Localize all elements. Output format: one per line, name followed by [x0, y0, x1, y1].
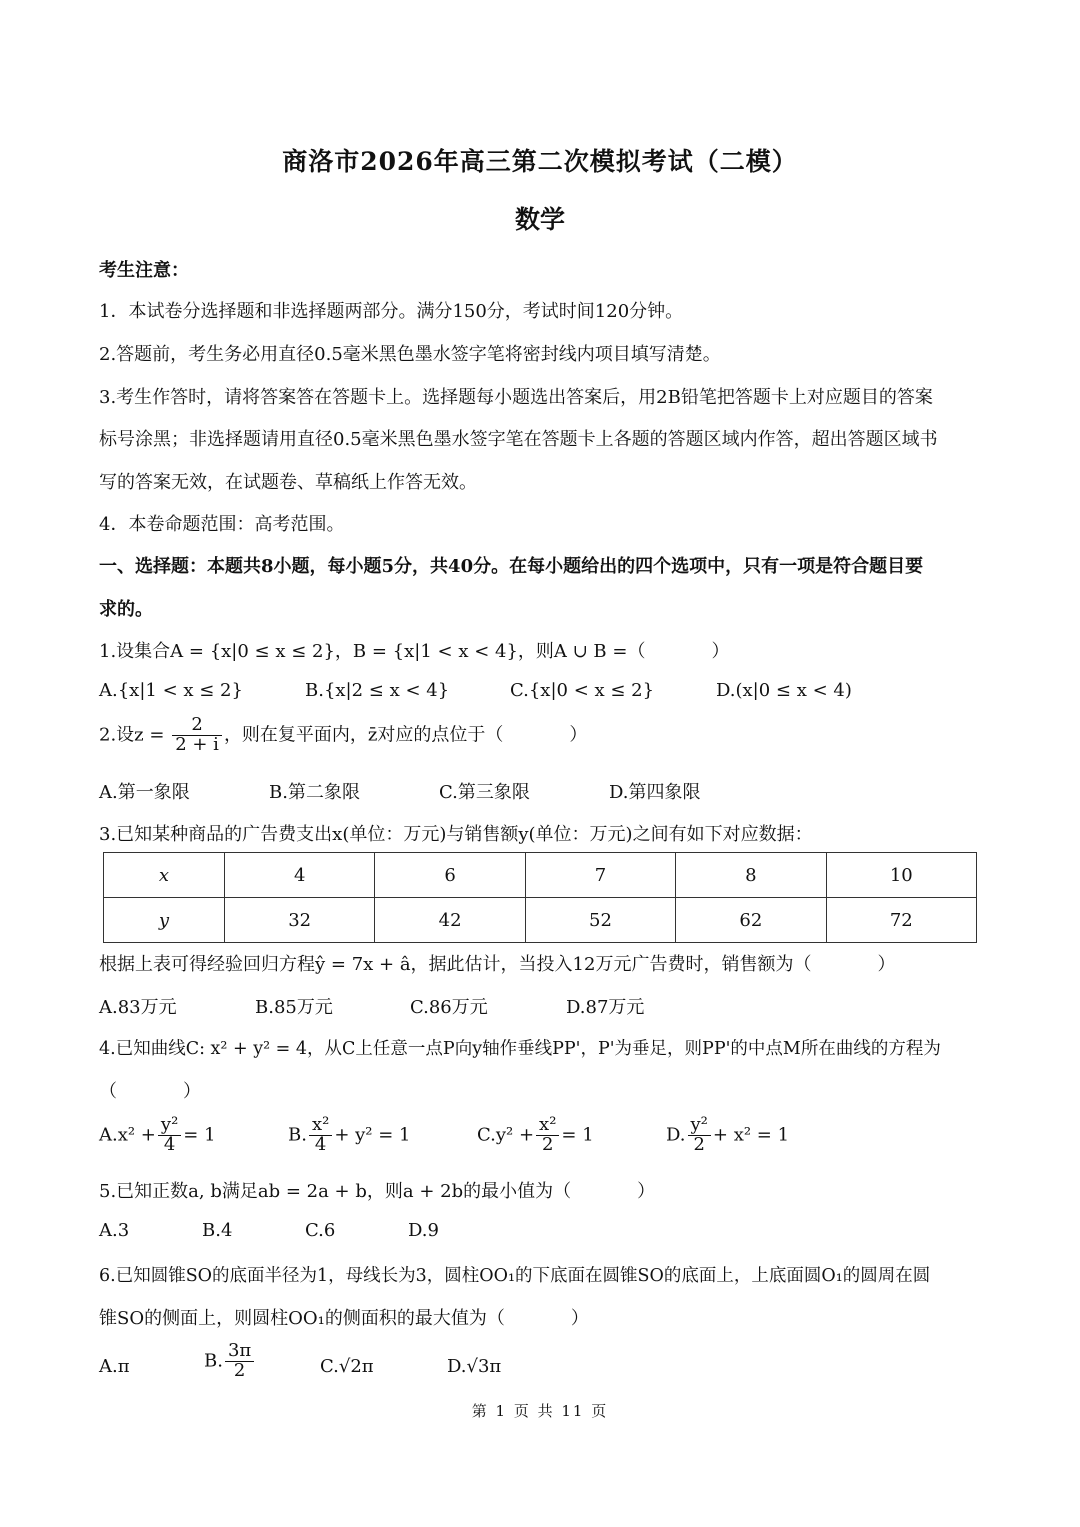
q6-option-b [204, 1342, 256, 1381]
exam-subject: 数学 [514, 205, 565, 234]
q4-option-c [477, 1116, 594, 1155]
frac-num: x² [536, 1116, 559, 1136]
table-cell: 62 [676, 898, 826, 943]
section1-heading-label: 一、选择题： [99, 556, 207, 577]
table-row [104, 853, 977, 898]
table-row [104, 898, 977, 943]
q6-close: ） [570, 1308, 589, 1329]
q2-fraction [172, 716, 222, 755]
notice-item-3: 3.考生作答时，请将答案答在答题卡上。选择题每小题选出答案后，用2B铅笔把答题卡上对应题目的答案 [99, 387, 933, 408]
q4-option-d-pre: D. [666, 1124, 686, 1146]
q4-option-d [666, 1116, 789, 1155]
q6-option-b-frac [225, 1342, 254, 1381]
q4-option-b-pre: B. [288, 1124, 307, 1146]
notice-item-2: 2.答题前，考生务必用直径0.5毫米黑色墨水签字笔将密封线内项目填写清楚。 [99, 344, 721, 365]
notice-item-1: 1．本试卷分选择题和非选择题两部分。满分150分，考试时间120分钟。 [99, 301, 684, 322]
q6-line2-text: 锥SO的侧面上，则圆柱OO₁的侧面积的最大值为（ [99, 1308, 505, 1329]
q4-paren-open: （ [99, 1081, 117, 1102]
q3-option-b: B.85万元 [255, 997, 333, 1018]
q2-close: ） [569, 724, 588, 746]
q3-stem: 3.已知某种商品的广告费支出x(单位：万元)与销售额y(单位：万元)之间有如下对应数据： [99, 824, 813, 845]
table-cell: 8 [676, 853, 826, 898]
q4-option-b-frac [309, 1116, 332, 1155]
q2-option-c: C.第三象限 [439, 782, 530, 803]
q5-option-c: C.6 [305, 1220, 336, 1241]
q4-close: ） [183, 1081, 201, 1102]
q5-option-b: B.4 [202, 1220, 233, 1241]
q3-option-c: C.86万元 [410, 997, 488, 1018]
q3-data-table [103, 852, 977, 943]
q4-stem: 4.已知曲线C: x² + y² = 4，从C上任意一点P向y轴作垂线PP'，P'为垂足，则PP'的中点M所在曲线的方程为 [99, 1039, 941, 1059]
q2-option-b: B.第二象限 [269, 782, 360, 803]
q2-stem [99, 716, 587, 755]
q3-close: ） [877, 954, 896, 975]
q2-frac-num: 2 [172, 716, 222, 736]
q4-option-d-post: + x² = 1 [712, 1124, 790, 1146]
q5-close: ） [637, 1181, 656, 1202]
q2-suffix: ，则在复平面内，z̄对应的点位于（ [223, 724, 504, 746]
q2-option-a: A.第一象限 [99, 782, 190, 803]
notice-heading: 考生注意： [99, 260, 189, 281]
section1-heading [99, 552, 923, 578]
frac-num: x² [309, 1116, 332, 1136]
q3-option-a: A.83万元 [99, 997, 177, 1018]
frac-den: 4 [314, 1133, 327, 1155]
q1-close: ） [711, 641, 730, 662]
q6-line1: 6.已知圆锥SO的底面半径为1，母线长为3，圆柱OO₁的下底面在圆锥SO的底面上，上底面圆O₁的圆周在圆 [99, 1266, 931, 1286]
q4-option-a [99, 1116, 216, 1155]
frac-den: 2 [542, 1133, 554, 1155]
q4-option-c-pre: C.y² + [477, 1124, 535, 1146]
q6-option-a: A.π [99, 1356, 130, 1377]
q1-option-d: D.(x|0 ≤ x < 4) [716, 680, 852, 701]
q3-after [99, 950, 895, 976]
q6-line2 [99, 1304, 589, 1330]
q4-paren [99, 1077, 201, 1103]
q1-stem-text: 1.设集合A = {x|0 ≤ x ≤ 2}，B = {x|1 < x < 4}，则A ∪ B =（ [99, 641, 646, 662]
table-cell: 6 [375, 853, 525, 898]
table-cell: 7 [525, 853, 675, 898]
q4-option-a-pre: A.x² + [99, 1124, 156, 1146]
table-cell: y [104, 898, 225, 943]
q5-stem [99, 1177, 655, 1203]
frac-den: 2 [233, 1359, 246, 1381]
q1-stem [99, 637, 729, 663]
q1-option-a: A.{x|1 < x ≤ 2} [99, 680, 243, 701]
q4-option-c-post: = 1 [561, 1124, 594, 1146]
q4-option-b [288, 1116, 411, 1155]
table-cell: 4 [225, 853, 375, 898]
q2-prefix: 2.设z = [99, 724, 165, 746]
q5-stem-text: 5.已知正数a, b满足ab = 2a + b，则a + 2b的最小值为（ [99, 1181, 572, 1202]
q5-option-d: D.9 [408, 1220, 439, 1241]
q4-option-c-frac [536, 1116, 559, 1155]
q4-option-b-post: + y² = 1 [334, 1124, 411, 1146]
q1-option-b: B.{x|2 ≤ x < 4} [305, 680, 450, 701]
q3-option-d: D.87万元 [566, 997, 645, 1018]
q4-option-a-frac [158, 1116, 181, 1155]
page-footer: 第 1 页 共 11 页 [471, 1402, 609, 1420]
q6-option-d: D.√3π [447, 1356, 502, 1377]
q4-option-d-frac [688, 1116, 711, 1155]
frac-num: y² [158, 1116, 181, 1136]
table-cell: 72 [826, 898, 976, 943]
table-cell: 32 [225, 898, 375, 943]
frac-num: 3π [225, 1342, 254, 1362]
section1-heading-cont: 求的。 [99, 599, 153, 620]
table-cell: 10 [826, 853, 976, 898]
table-cell: 42 [375, 898, 525, 943]
table-cell: 52 [525, 898, 675, 943]
section1-heading-text: 本题共8小题，每小题5分，共40分。在每小题给出的四个选项中，只有一项是符合题目要 [207, 556, 924, 577]
notice-item-3-cont2: 写的答案无效，在试题卷、草稿纸上作答无效。 [99, 472, 477, 493]
frac-num: y² [688, 1116, 711, 1136]
frac-den: 4 [163, 1133, 176, 1155]
q6-option-c: C.√2π [320, 1356, 374, 1377]
q2-frac-den: 2 + i [175, 733, 219, 755]
notice-item-4: 4．本卷命题范围：高考范围。 [99, 514, 345, 535]
table-cell: x [104, 853, 225, 898]
q4-option-a-post: = 1 [183, 1124, 216, 1146]
q3-after-text: 根据上表可得经验回归方程ŷ = 7x + â，据此估计，当投入12万元广告费时，销售额为（ [99, 954, 812, 975]
q2-option-d: D.第四象限 [609, 782, 701, 803]
exam-title: 商洛市2026年高三第二次模拟考试（二模） [282, 147, 798, 176]
frac-den: 2 [693, 1133, 705, 1155]
q1-option-c: C.{x|0 < x ≤ 2} [510, 680, 655, 701]
q6-option-b-pre: B. [204, 1350, 223, 1372]
notice-item-3-cont1: 标号涂黑；非选择题请用直径0.5毫米黑色墨水签字笔在答题卡上各题的答题区域内作答，超出答题区域书 [99, 429, 938, 450]
q5-option-a: A.3 [99, 1220, 130, 1241]
